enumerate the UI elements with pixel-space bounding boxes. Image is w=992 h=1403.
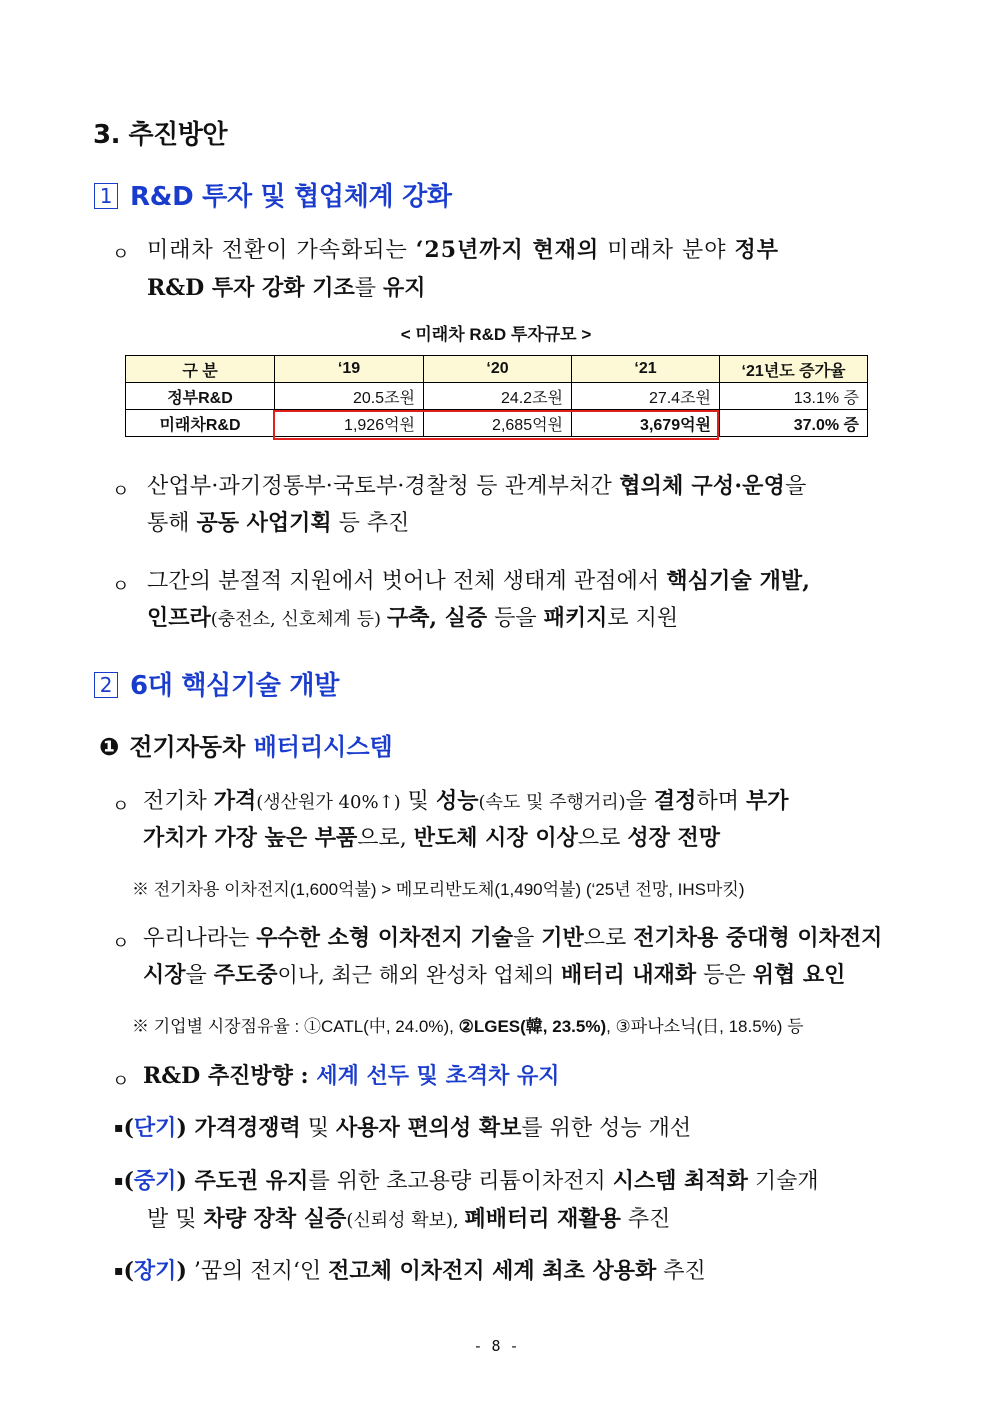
subsection-heading-1 [94, 176, 452, 213]
text-bold: 핵심기술 개발, [666, 568, 811, 594]
text: 을 [185, 963, 214, 988]
subsection-number-box: 1 [94, 183, 118, 209]
text-bold: 사용자 편의성 확보 [336, 1115, 522, 1141]
text-bold: ) [176, 1258, 187, 1284]
text: 추진 [656, 1259, 706, 1284]
text-bold: 성능 [435, 788, 479, 814]
square-bullet-icon: ▪ [114, 1173, 124, 1189]
text-bold: 공동 사업기획 [196, 510, 332, 536]
table-header-cell: ‘19 [275, 356, 424, 383]
text: 우리나라는 [143, 926, 257, 951]
text-bold: 폐배터리 재활용 [464, 1206, 621, 1232]
text-small: (신뢰성 확보), [346, 1210, 465, 1231]
table-cell: 13.1% 증 [720, 383, 868, 410]
text: 미래차 전환이 가속화되는 [147, 238, 416, 263]
highlight-box [273, 410, 719, 440]
text-bold: 인프라 [147, 605, 211, 631]
page-number: - 8 - [473, 1337, 519, 1355]
text: 를 [354, 276, 383, 301]
text: 을 [785, 474, 807, 499]
text-bold: 부가 [745, 788, 789, 814]
text-bold: 구축, 실증 [386, 605, 488, 631]
text-bold: 협의체 구성·운영 [619, 473, 786, 499]
text-highlight: 배터리시스템 [253, 733, 393, 761]
paragraph-korea-line1 [143, 920, 882, 957]
subsection-title: R&D 투자 및 협업체계 강화 [130, 182, 452, 212]
text: 으로 [577, 826, 628, 851]
term-tag: 단기 [133, 1115, 177, 1141]
term-tag: 장기 [133, 1258, 177, 1284]
text: 를 위한 초고용량 리튬이차전지 [308, 1169, 613, 1194]
subsection-title: 6대 핵심기술 개발 [130, 671, 340, 701]
text-bold: 전고체 이차전지 세계 최초 상용화 [328, 1258, 657, 1284]
sub-item-mid-term-line2 [147, 1201, 670, 1239]
text: 그간의 분절적 지원에서 벗어나 전체 생태계 관점에서 [147, 569, 667, 594]
text-small: (속도 및 주행거리) [478, 792, 626, 813]
table-header-cell: ‘21 [572, 356, 720, 383]
text-bold: 유지 [382, 275, 426, 301]
table-row-header: 미래차R&D [126, 410, 275, 437]
text: 등을 [487, 606, 544, 631]
text: 산업부·과기정통부·국토부·경찰청 등 관계부처간 [147, 474, 620, 499]
text-bold: 패키지 [543, 605, 608, 631]
text-bold: 가격경쟁력 [186, 1115, 301, 1141]
table-cell: 3,679억원 [572, 410, 720, 437]
text-bold: ( [123, 1168, 134, 1194]
item-heading-battery [99, 727, 393, 762]
text-highlight: 세계 선두 및 초격차 유지 [316, 1063, 560, 1089]
square-bullet-icon: ▪ [114, 1120, 124, 1136]
text-bold: 차량 장착 실증 [203, 1206, 347, 1232]
table-header-cell: 구 분 [126, 356, 275, 383]
subsection-number-box: 2 [94, 672, 118, 698]
table-cell: 37.0% 증 [720, 410, 868, 437]
text-bold: 반도체 시장 이상 [413, 825, 578, 851]
text: 로 지원 [607, 606, 679, 631]
paragraph-battery-line2 [143, 820, 720, 857]
text-bold: ‘25년까지 현재의 [415, 237, 600, 263]
sub-item-short-term [114, 1110, 691, 1147]
text-bold: ) [176, 1115, 187, 1141]
paragraph-rd-line1 [147, 232, 899, 269]
text-bold: 전기차용 중대형 이차전지 [633, 925, 883, 951]
bullet-circle: ㅇ [112, 481, 130, 502]
numbered-circle-icon: ❶ [99, 733, 120, 761]
text-bold: 기반 [541, 925, 584, 951]
text-bold: 가치가 가장 높은 부품 [143, 825, 358, 851]
text-bold: 결정 [653, 788, 697, 814]
table-cell: 20.5조원 [275, 383, 424, 410]
table-row [126, 383, 868, 410]
text-bold: 시스템 최적화 [612, 1168, 748, 1194]
text-small: (충전소, 신호체계 등) [210, 609, 387, 630]
text: 전기차 [143, 789, 214, 814]
text: 전기자동차 [129, 733, 254, 761]
text: 으로, [357, 826, 414, 851]
text: 등 추진 [331, 511, 410, 536]
term-tag: 중기 [133, 1168, 177, 1194]
text: 하며 [696, 789, 746, 814]
text: 발 및 [147, 1207, 204, 1232]
subsection-heading-2 [94, 665, 339, 702]
paragraph-direction [143, 1058, 560, 1095]
text: 을 [625, 789, 654, 814]
paragraph-council-line2 [147, 505, 409, 542]
text: 를 위한 성능 개선 [521, 1116, 692, 1141]
text-bold: 성장 전망 [627, 825, 721, 851]
square-bullet-icon: ▪ [114, 1263, 124, 1279]
table-cell: 1,926억원 [275, 410, 424, 437]
table-cell: 27.4조원 [572, 383, 720, 410]
paragraph-package-line1 [147, 563, 810, 600]
text: 기술개 [747, 1169, 819, 1194]
table-header-cell: ‘21년도 증가율 [720, 356, 868, 383]
section-title: 3. 추진방안 [93, 120, 227, 150]
sub-item-mid-term-line1 [114, 1163, 819, 1200]
text-bold: 가격 [213, 788, 257, 814]
text: 및 [400, 789, 436, 814]
text: 추진 [620, 1207, 671, 1232]
table-cell: 2,685억원 [424, 410, 572, 437]
text-bold: ( [123, 1258, 134, 1284]
text-bold: 위협 요인 [752, 962, 846, 988]
text-bold: 주도중 [213, 962, 278, 988]
bullet-circle: ㅇ [112, 244, 130, 265]
text: 등은 [696, 963, 753, 988]
text-bold: R&D 투자 강화 기조 [147, 275, 355, 301]
text-bold: ②LGES(韓, 23.5%) [458, 1017, 607, 1036]
bullet-circle: ㅇ [112, 1071, 130, 1092]
paragraph-korea-line2 [143, 957, 845, 994]
table-header-row [126, 356, 868, 383]
paragraph-battery-line1 [143, 783, 899, 821]
text-bold: 시장 [143, 962, 186, 988]
text-bold: 배터리 내재화 [561, 962, 697, 988]
text-bold: ) [176, 1168, 187, 1194]
text-bold: 우수한 소형 이차전지 기술 [256, 925, 514, 951]
text: ’꿈의 전지‘인 [186, 1259, 329, 1284]
table-row-header: 정부R&D [126, 383, 275, 410]
paragraph-council-line1 [147, 468, 807, 505]
text: 통해 [147, 511, 197, 536]
text-bold: R&D 추진방향 : [143, 1063, 317, 1089]
table-header-cell: ‘20 [424, 356, 572, 383]
text: 이나, 최근 해외 완성차 업체의 [277, 963, 562, 987]
paragraph-package-line2 [147, 600, 678, 638]
text-bold: 정부 [734, 237, 779, 263]
text: 으로 [583, 926, 634, 951]
text: 미래차 분야 [599, 238, 735, 263]
bullet-circle: ㅇ [112, 796, 130, 817]
text: 을 [513, 926, 542, 951]
text: ※ 기업별 시장점유율 : ①CATL(中, 24.0%), [132, 1017, 459, 1036]
bullet-circle: ㅇ [112, 933, 130, 954]
bullet-circle: ㅇ [112, 576, 130, 597]
table-cell: 24.2조원 [424, 383, 572, 410]
text: , ③파나소닉(日, 18.5%) 등 [606, 1017, 804, 1036]
text: 및 [300, 1116, 337, 1141]
text-bold: ( [123, 1115, 134, 1141]
note-market-share [132, 1012, 804, 1037]
note-battery-market: ※ 전기차용 이차전지(1,600억불) > 메모리반도체(1,490억불) (‘25년 전망, IHS마킷) [132, 880, 745, 899]
table-caption: < 미래차 R&D 투자규모 > [400, 325, 592, 344]
text-bold: 주도권 유지 [186, 1168, 309, 1194]
paragraph-rd-line2 [147, 270, 425, 307]
text-small: (생산원가 40%↑) [256, 792, 401, 813]
sub-item-long-term [114, 1253, 706, 1290]
